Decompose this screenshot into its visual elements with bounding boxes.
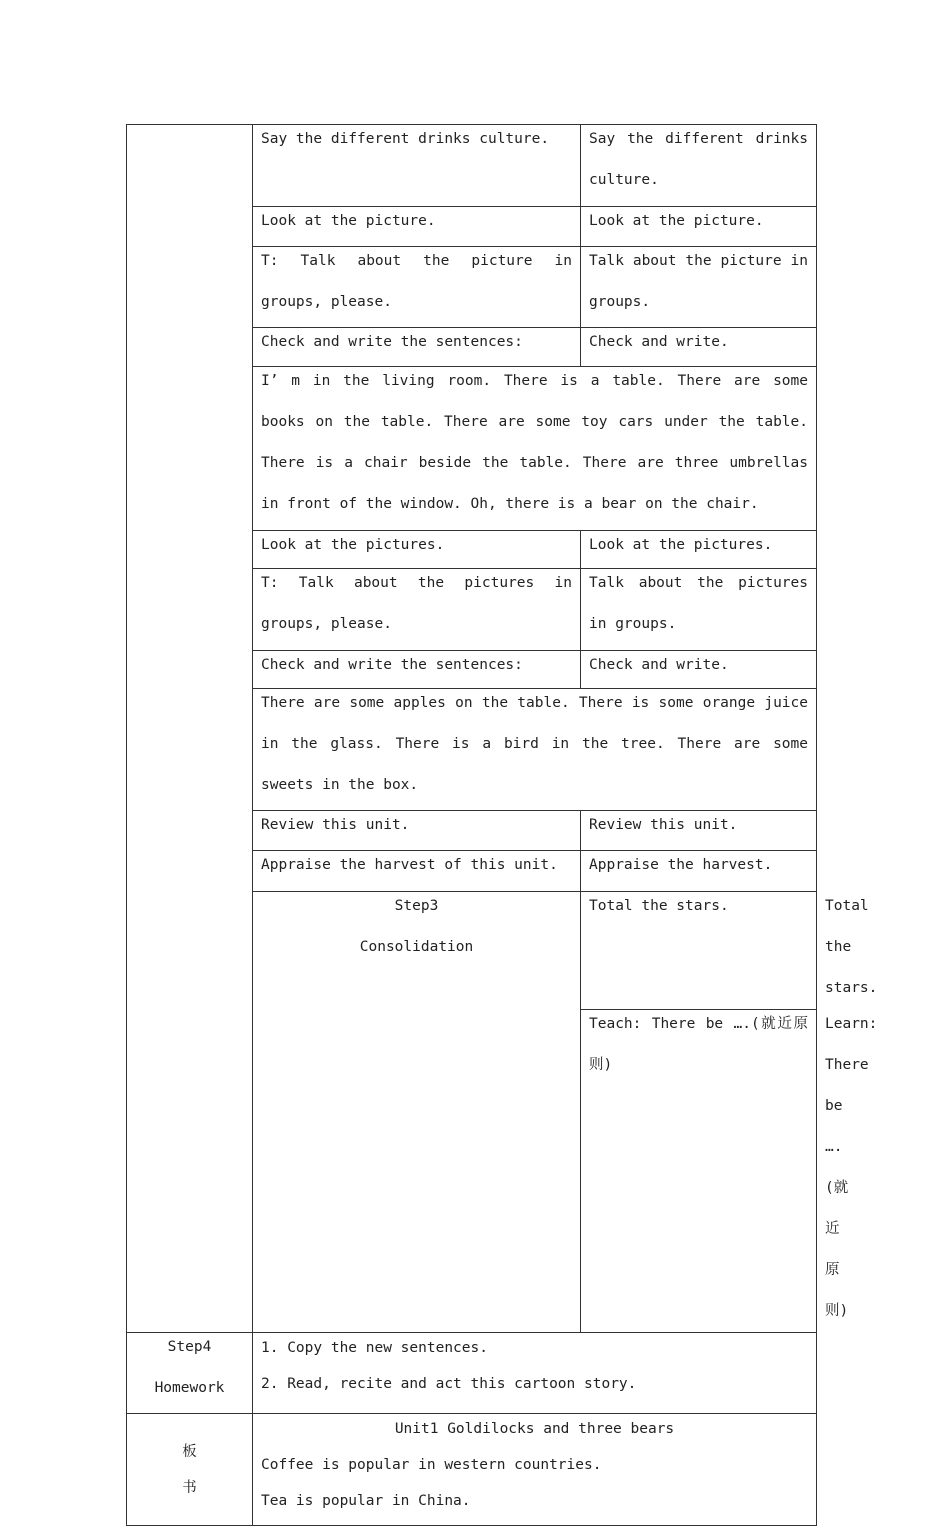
student-activity-cell: Look at the picture. xyxy=(581,207,817,247)
student-activity-cell: Review this unit. xyxy=(581,811,817,851)
step3-label-cell xyxy=(253,892,581,1333)
step4-label: Step4 xyxy=(167,1339,212,1355)
teacher-activity-cell: Look at the pictures. xyxy=(253,531,581,569)
board-content-cell xyxy=(253,1414,817,1526)
student-activity-cell: Appraise the harvest. xyxy=(581,851,817,892)
table-row: Step3 Consolidation Total the stars. Total the stars. xyxy=(127,892,817,1010)
board-line: Tea is popular in China. xyxy=(261,1493,471,1509)
student-activity-cell: Talk about the pictures in groups. xyxy=(581,569,817,651)
teacher-activity-cell: Look at the picture. xyxy=(253,207,581,247)
board-label-cell xyxy=(127,1414,253,1526)
homework-item: 2. Read, recite and act this cartoon story. xyxy=(261,1376,637,1392)
teacher-activity-cell: T: Talk about the pictures in groups, please. xyxy=(253,569,581,651)
teacher-activity-cell: Total the stars. xyxy=(581,892,817,1010)
teacher-activity-cell: Check and write the sentences: xyxy=(253,328,581,367)
example-paragraph-cell: There are some apples on the table. There is some orange juice in the glass. There is a bird in the tree. There are some sweets in the box. xyxy=(253,689,817,811)
student-activity-cell: Say the different drinks culture. xyxy=(581,125,817,207)
board-title: Unit1 Goldilocks and three bears xyxy=(394,1421,675,1437)
student-activity-cell: Talk about the picture in groups. xyxy=(581,247,817,328)
board-label-char: 书 xyxy=(182,1480,197,1496)
table-row xyxy=(127,1414,817,1526)
homework-cell xyxy=(253,1333,817,1414)
teacher-activity-cell: Review this unit. xyxy=(253,811,581,851)
homework-item: 1. Copy the new sentences. xyxy=(261,1340,488,1356)
board-line: Coffee is popular in western countries. xyxy=(261,1457,602,1473)
teacher-activity-cell: T: Talk about the picture in groups, please. xyxy=(253,247,581,328)
teacher-activity-cell: Appraise the harvest of this unit. xyxy=(253,851,581,892)
step4-name: Homework xyxy=(154,1380,225,1396)
student-activity-cell: Check and write. xyxy=(581,651,817,689)
table-row: Teach: There be ….(就近原则) Learn: There be ….(就近原则) xyxy=(127,1010,817,1333)
step-label-cell-empty xyxy=(127,125,253,1333)
table-row xyxy=(127,1333,817,1414)
board-label-char: 板 xyxy=(182,1444,197,1460)
teacher-activity-cell: Check and write the sentences: xyxy=(253,651,581,689)
student-activity-cell: Check and write. xyxy=(581,328,817,367)
step3-label: Step3 xyxy=(394,898,439,914)
example-paragraph-cell: I’ m in the living room. There is a table. There are some books on the table. There are some toy cars under the table. There is a chair beside the table. There are three umbrellas in front of the window. Oh, there is a bear on the chair. xyxy=(253,367,817,531)
teacher-activity-cell: Teach: There be ….(就近原则) xyxy=(581,1010,817,1333)
student-activity-cell: Look at the pictures. xyxy=(581,531,817,569)
teacher-activity-cell: Say the different drinks culture. xyxy=(253,125,581,207)
lesson-plan-table xyxy=(126,124,878,1526)
step3-name: Consolidation xyxy=(359,939,474,955)
step4-label-cell xyxy=(127,1333,253,1414)
table-row xyxy=(127,125,817,207)
